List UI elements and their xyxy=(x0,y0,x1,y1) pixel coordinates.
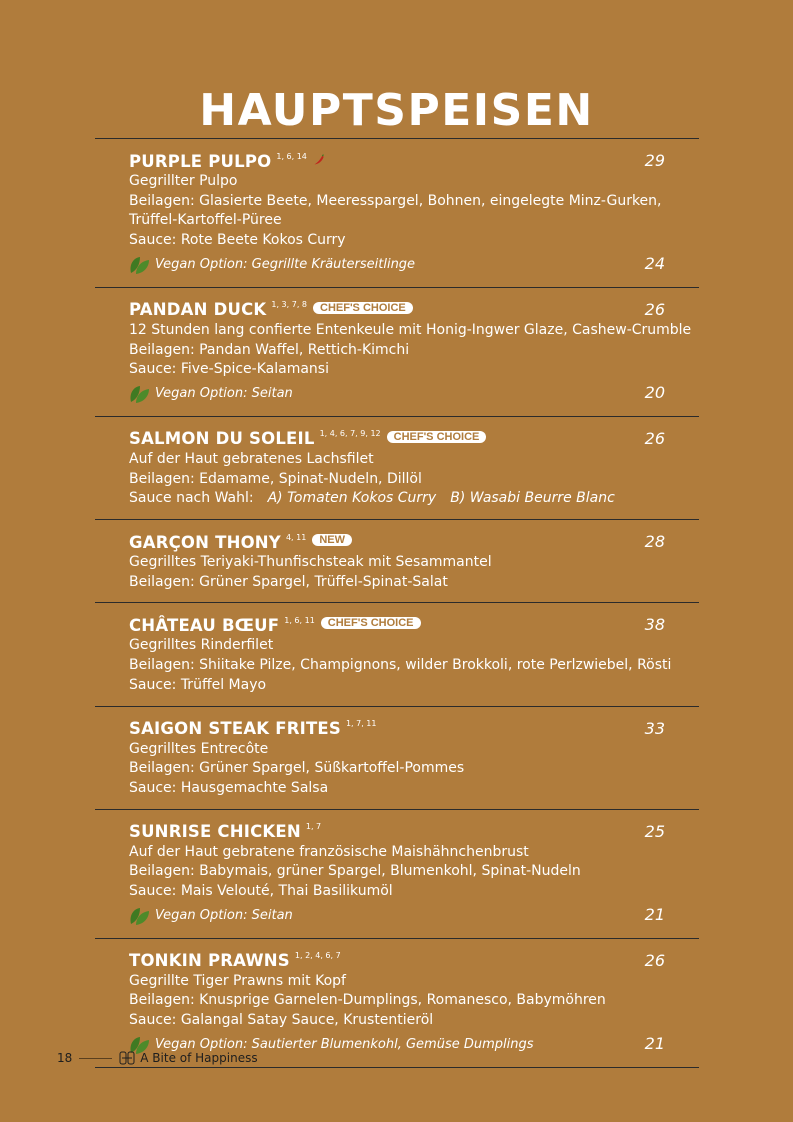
vegan-price: 21 xyxy=(644,1033,665,1053)
dish-price: 33 xyxy=(644,718,665,738)
dish-sauce: Sauce: Galangal Satay Sauce, Krustentieröl xyxy=(129,1012,434,1029)
dish-sides: Beilagen: Pandan Waffel, Rettich-Kimchi xyxy=(129,341,410,358)
dish-price: 26 xyxy=(644,428,665,448)
dish-description: Gegrilltes Teriyaki-Thunfischsteak mit Sesammantel xyxy=(129,554,492,571)
vegan-option xyxy=(129,904,665,928)
dish-description: Auf der Haut gebratenes Lachsfilet xyxy=(129,450,374,467)
menu-item-tonkin-prawns xyxy=(95,938,699,1068)
sauce-label: Sauce nach Wahl: xyxy=(129,490,254,507)
dish-name: GARÇON THONY xyxy=(129,532,281,552)
dish-sides: Beilagen: Knusprige Garnelen-Dumplings, Romanesco, Babymöhren xyxy=(129,992,606,1009)
allergen-codes: 1, 6, 14 xyxy=(276,151,307,161)
allergen-codes: 1, 4, 6, 7, 9, 12 xyxy=(319,429,381,439)
chili-pepper-icon xyxy=(313,154,325,166)
footer-divider xyxy=(79,1058,112,1059)
menu-item-chateau-boeuf xyxy=(95,602,699,705)
chefs-choice-badge: CHEF'S CHOICE xyxy=(387,431,487,443)
dish-sides: Beilagen: Glasierte Beete, Meeresspargel, Bohnen, eingelegte Minz-Gurken, Trüffel-Kartoffel-Püree xyxy=(129,192,662,229)
vegan-option-text: Vegan Option: Seitan xyxy=(155,908,293,924)
vegan-option xyxy=(129,253,665,277)
vegan-price: 24 xyxy=(644,253,665,273)
allergen-codes: 1, 6, 11 xyxy=(284,615,315,625)
vegan-leaf-icon xyxy=(129,384,151,404)
vegan-option-text: Vegan Option: Sautierter Blumenkohl, Gemüse Dumplings xyxy=(155,1037,534,1053)
dish-price: 38 xyxy=(644,615,665,635)
dish-description: Gegrillte Tiger Prawns mit Kopf xyxy=(129,972,346,989)
dish-sauce: Sauce: Hausgemachte Salsa xyxy=(129,779,329,796)
dish-name: PURPLE PULPO xyxy=(129,151,272,171)
dish-sides: Beilagen: Grüner Spargel, Süßkartoffel-Pommes xyxy=(129,760,465,777)
dish-sides: Beilagen: Grüner Spargel, Trüffel-Spinat-Salat xyxy=(129,573,448,590)
dish-sides: Beilagen: Edamame, Spinat-Nudeln, Dillöl xyxy=(129,470,422,487)
dish-sides: Beilagen: Babymais, grüner Spargel, Blumenkohl, Spinat-Nudeln xyxy=(129,863,581,880)
chefs-choice-badge: CHEF'S CHOICE xyxy=(321,617,421,629)
page-number: 18 xyxy=(57,1051,73,1065)
menu-item-garcon-thony xyxy=(95,519,699,602)
menu-item-purple-pulpo xyxy=(95,138,699,287)
dish-sides: Beilagen: Shiitake Pilze, Champignons, wilder Brokkoli, rote Perlzwiebel, Rösti xyxy=(129,657,672,674)
dish-price: 29 xyxy=(644,151,665,170)
dish-price: 26 xyxy=(644,950,665,970)
dish-sauce xyxy=(129,489,665,509)
allergen-codes: 4, 11 xyxy=(285,532,307,542)
vegan-leaf-icon xyxy=(129,906,151,926)
sauce-option-b: B) Wasabi Beurre Blanc xyxy=(450,490,615,507)
menu-list xyxy=(95,138,699,1068)
dish-sauce: Sauce: Trüffel Mayo xyxy=(129,676,267,693)
sauce-option-a: A) Tomaten Kokos Curry xyxy=(267,490,437,507)
vegan-price: 20 xyxy=(644,382,665,402)
vegan-option-text: Vegan Option: Gegrillte Kräuterseitlinge xyxy=(155,257,416,273)
allergen-codes: 1, 2, 4, 6, 7 xyxy=(294,951,341,961)
allergen-codes: 1, 3, 7, 8 xyxy=(271,300,307,310)
dish-price: 25 xyxy=(644,821,665,841)
menu-item-saigon-steak-frites xyxy=(95,706,699,809)
chefs-choice-badge: CHEF'S CHOICE xyxy=(313,302,413,314)
menu-item-sunrise-chicken xyxy=(95,809,699,938)
bite-of-happiness-logo-icon xyxy=(119,1051,135,1065)
dish-price: 28 xyxy=(644,532,665,552)
new-badge: NEW xyxy=(312,534,352,546)
vegan-option xyxy=(129,382,665,406)
dish-sauce: Sauce: Five-Spice-Kalamansi xyxy=(129,361,329,378)
allergen-codes: 1, 7 xyxy=(305,822,322,832)
dish-name: SAIGON STEAK FRITES xyxy=(129,719,341,739)
vegan-leaf-icon xyxy=(129,255,151,275)
page-footer xyxy=(57,1051,258,1065)
allergen-codes: 1, 7, 11 xyxy=(345,719,377,729)
dish-price: 26 xyxy=(644,299,665,319)
dish-name: SUNRISE CHICKEN xyxy=(129,822,301,842)
dish-description: Auf der Haut gebratene französische Maishähnchenbrust xyxy=(129,843,529,860)
dish-description: Gegrilltes Rinderfilet xyxy=(129,637,274,654)
vegan-option-text: Vegan Option: Seitan xyxy=(155,386,293,402)
footer-title: A Bite of Happiness xyxy=(140,1051,258,1065)
dish-sauce: Sauce: Rote Beete Kokos Curry xyxy=(129,232,346,249)
dish-name: TONKIN PRAWNS xyxy=(129,951,290,971)
page-title: HAUPTSPEISEN xyxy=(199,85,594,137)
menu-item-pandan-duck xyxy=(95,287,699,416)
dish-name: SALMON DU SOLEIL xyxy=(129,429,315,449)
dish-name: PANDAN DUCK xyxy=(129,300,267,320)
dish-name: CHÂTEAU BŒUF xyxy=(129,615,280,635)
dish-sauce: Sauce: Mais Velouté, Thai Basilikumöl xyxy=(129,883,393,900)
vegan-price: 21 xyxy=(644,904,665,924)
dish-description: Gegrilltes Entrecôte xyxy=(129,740,269,757)
dish-description: 12 Stunden lang confierte Entenkeule mit Honig-Ingwer Glaze, Cashew-Crumble xyxy=(129,321,692,338)
dish-description: Gegrillter Pulpo xyxy=(129,173,238,189)
menu-item-salmon-du-soleil xyxy=(95,416,699,519)
